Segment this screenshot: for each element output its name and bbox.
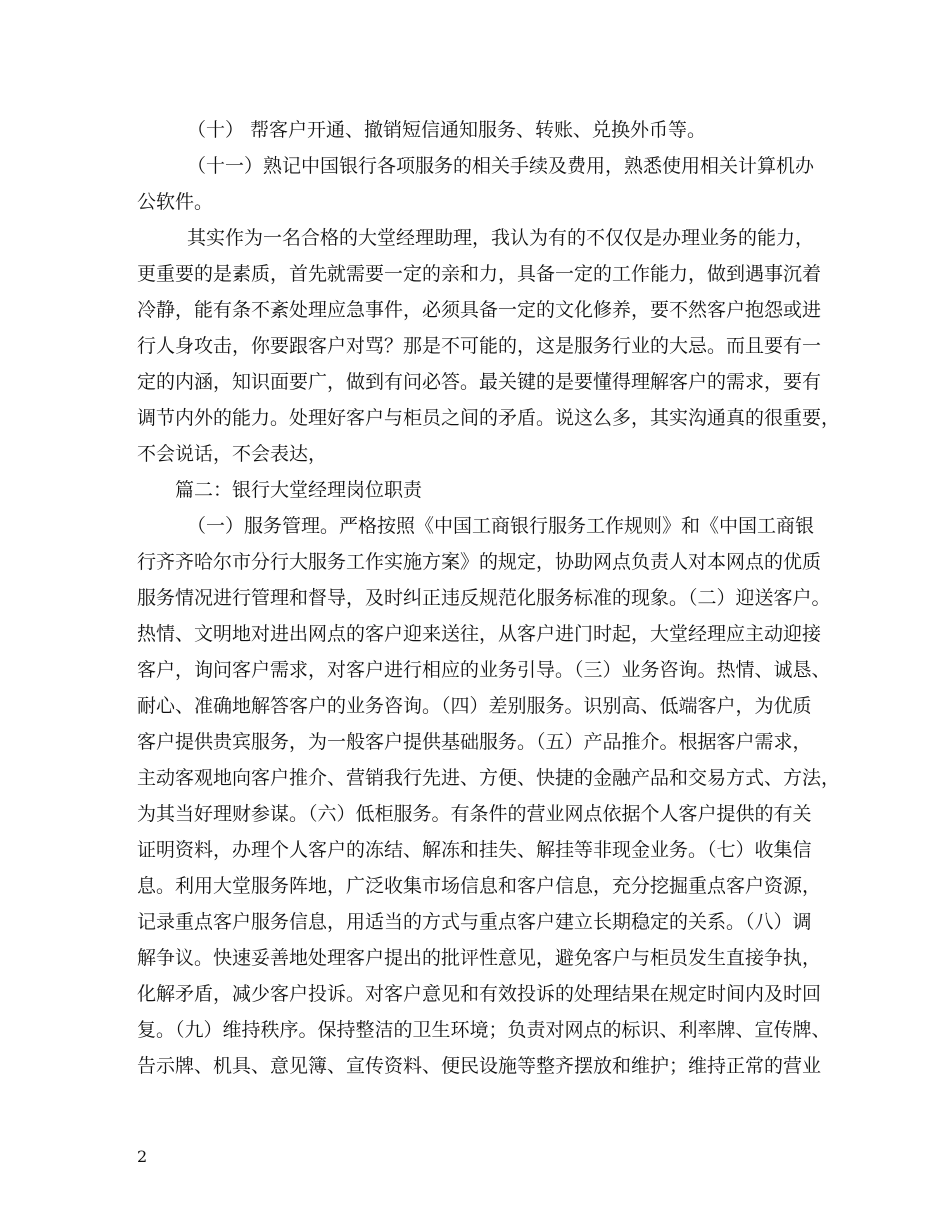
text-line: 公软件。 [137, 191, 214, 213]
text-line: 更重要的是素质，首先就需要一定的亲和力，具备一定的工作能力，做到遇事沉着 [137, 263, 822, 285]
text-line: 客户提供贵宾服务，为一般客户提供基础服务。（五）产品推介。根据客户需求， [137, 731, 812, 753]
text-line: 冷静，能有条不紊处理应急事件，必须具备一定的文化修养，要不然客户抱怨或进 [137, 299, 822, 321]
text-line: 热情、文明地对进出网点的客户迎来送往，从客户进门时起，大堂经理应主动迎接 [137, 623, 822, 645]
text-line: 不会说话，不会表达， [137, 443, 328, 465]
text-line: （十一）熟记中国银行各项服务的相关手续及费用，熟悉使用相关计算机办 [187, 155, 815, 177]
text-line: 调节内外的能力。处理好客户与柜员之间的矛盾。说这么多，其实沟通真的很重要， [137, 407, 841, 429]
text-line: 行人身攻击，你要跟客户对骂？那是不可能的，这是服务行业的大忌。而且要有一 [137, 335, 822, 357]
text-line: 耐心、准确地解答客户的业务咨询。（四）差别服务。识别高、低端客户，为优质 [137, 695, 812, 717]
text-line: 告示牌、机具、意见簿、宣传资料、便民设施等整齐摆放和维护；维持正常的营业 [137, 1055, 822, 1077]
text-line: 主动客观地向客户推介、营销我行先进、方便、快捷的金融产品和交易方式、方法， [137, 767, 841, 789]
text-line: 客户，询问客户需求，对客户进行相应的业务引导。（三）业务咨询。热情、诚恳、 [137, 659, 831, 681]
page-number: 2 [137, 1147, 148, 1166]
text-line: 化解矛盾，减少客户投诉。对客户意见和有效投诉的处理结果在规定时间内及时回 [137, 983, 822, 1005]
text-line: （一）服务管理。严格按照《中国工商银行服务工作规则》和《中国工商银 [187, 515, 815, 537]
text-line: 记录重点客户服务信息，用适当的方式与重点客户建立长期稳定的关系。（八）调 [137, 911, 812, 933]
text-line: 定的内涵，知识面要广，做到有问必答。最关键的是要懂得理解客户的需求，要有 [137, 371, 822, 393]
text-line: 解争议。快速妥善地处理客户提出的批评性意见，避免客户与柜员发生直接争执， [137, 947, 822, 969]
text-line: （十） 帮客户开通、撤销短信通知服务、转账、兑换外币等。 [187, 119, 707, 141]
text-line: 行齐齐哈尔市分行大服务工作实施方案》的规定，协助网点负责人对本网点的优质 [137, 551, 822, 573]
text-line: 复。（九）维持秩序。保持整洁的卫生环境；负责对网点的标识、利率牌、宣传牌、 [137, 1019, 831, 1041]
text-line: 为其当好理财参谋。（六）低柜服务。有条件的营业网点依据个人客户提供的有关 [137, 803, 812, 825]
section-heading: 篇二：银行大堂经理岗位职责 [175, 479, 423, 501]
text-line: 服务情况进行管理和督导，及时纠正违反规范化服务标准的现象。（二）迎送客户。 [137, 587, 831, 609]
text-line: 息。利用大堂服务阵地，广泛收集市场信息和客户信息，充分挖掘重点客户资源， [137, 875, 822, 897]
text-line: 其实作为一名合格的大堂经理助理，我认为有的不仅仅是办理业务的能力， [187, 227, 815, 249]
text-line: 证明资料，办理个人客户的冻结、解冻和挂失、解挂等非现金业务。（七）收集信 [137, 839, 812, 861]
